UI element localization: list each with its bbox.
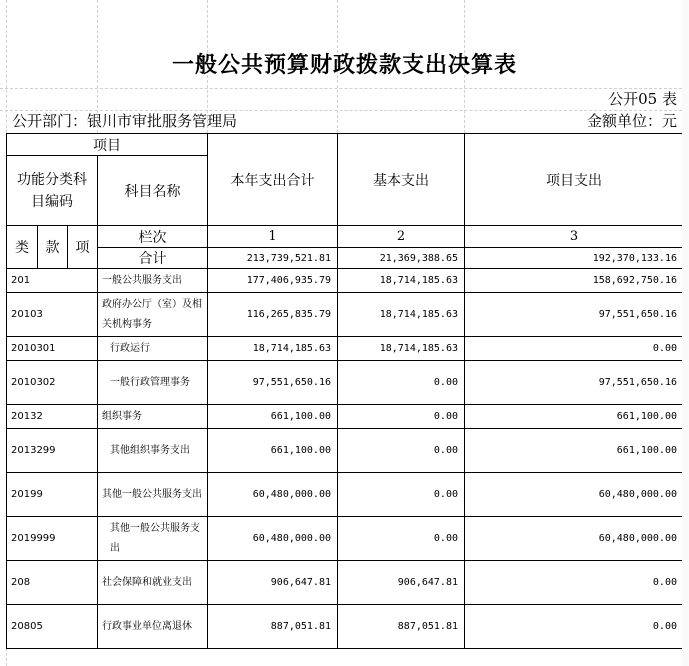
row-code: 2010302 [7, 361, 98, 405]
row-basic: 887,051.81 [338, 605, 465, 649]
table-row [7, 337, 684, 361]
row-project: 0.00 [465, 561, 684, 605]
row-subject-name: 一般公共服务支出 [98, 269, 208, 293]
form-number: 公开05 表 [608, 90, 677, 108]
row-project: 60,480,000.00 [465, 517, 684, 561]
row-subject-name: 一般行政管理事务 [98, 361, 208, 405]
row-basic: 18,714,185.63 [338, 293, 465, 337]
table-row [7, 361, 684, 405]
row-total: 177,406,935.79 [208, 269, 338, 293]
row-total: 661,100.00 [208, 405, 338, 429]
row-total: 661,100.00 [208, 429, 338, 473]
row-project: 0.00 [465, 605, 684, 649]
row-total: 906,647.81 [208, 561, 338, 605]
row-basic: 906,647.81 [338, 561, 465, 605]
row-project: 60,480,000.00 [465, 473, 684, 517]
row-basic: 0.00 [338, 361, 465, 405]
header-basic: 基本支出 [338, 134, 465, 226]
department-label: 公开部门：银川市审批服务管理局 [12, 112, 238, 130]
row-basic: 18,714,185.63 [338, 269, 465, 293]
row-project: 97,551,650.16 [465, 293, 684, 337]
column-number-2: 2 [338, 226, 465, 248]
header-func-code: 功能分类科目编码 [7, 156, 98, 226]
column-number-3: 3 [465, 226, 684, 248]
vertical-scrollbar[interactable] [682, 0, 689, 666]
header-xiang: 项 [68, 226, 98, 269]
row-code: 20805 [7, 605, 98, 649]
row-project: 661,100.00 [465, 405, 684, 429]
table-row [7, 605, 684, 649]
table-row [7, 473, 684, 517]
row-basic: 18,714,185.63 [338, 337, 465, 361]
row-total: 60,480,000.00 [208, 517, 338, 561]
total-project: 192,370,133.16 [465, 248, 684, 269]
header-item: 项目 [7, 134, 208, 156]
row-basic: 0.00 [338, 517, 465, 561]
header-lei: 类 [7, 226, 38, 269]
row-basic: 0.00 [338, 429, 465, 473]
table-row [7, 405, 684, 429]
header-project: 项目支出 [465, 134, 684, 226]
row-basic: 0.00 [338, 405, 465, 429]
row-project: 0.00 [465, 337, 684, 361]
table-row [7, 269, 684, 293]
row-total: 18,714,185.63 [208, 337, 338, 361]
table-row [7, 293, 684, 337]
column-number-1: 1 [208, 226, 338, 248]
table-row [7, 517, 684, 561]
row-project: 97,551,650.16 [465, 361, 684, 405]
header-lanci: 栏次 [98, 226, 208, 248]
row-code: 208 [7, 561, 98, 605]
row-subject-name: 政府办公厅（室）及相关机构事务 [98, 293, 208, 337]
row-total: 887,051.81 [208, 605, 338, 649]
row-code: 20103 [7, 293, 98, 337]
row-subject-name: 其他组织事务支出 [98, 429, 208, 473]
currency-unit-label: 金额单位：元 [586, 112, 677, 130]
header-kuan: 款 [38, 226, 68, 269]
row-code: 20199 [7, 473, 98, 517]
total-basic: 21,369,388.65 [338, 248, 465, 269]
row-total: 97,551,650.16 [208, 361, 338, 405]
row-subject-name: 其他一般公共服务支出 [98, 517, 208, 561]
total-row-label: 合计 [98, 248, 208, 269]
row-subject-name: 其他一般公共服务支出 [98, 473, 208, 517]
header-total: 本年支出合计 [208, 134, 338, 226]
table-row [7, 561, 684, 605]
report-title: 一般公共预算财政拨款支出决算表 [171, 52, 517, 78]
expenditure-table [6, 133, 684, 649]
grid-line [0, 88, 682, 89]
row-code: 2013299 [7, 429, 98, 473]
total-amount: 213,739,521.81 [208, 248, 338, 269]
header-subject-name: 科目名称 [98, 156, 208, 226]
row-subject-name: 社会保障和就业支出 [98, 561, 208, 605]
row-code: 201 [7, 269, 98, 293]
row-project: 661,100.00 [465, 429, 684, 473]
row-code: 2010301 [7, 337, 98, 361]
row-subject-name: 行政事业单位离退休 [98, 605, 208, 649]
row-subject-name: 组织事务 [98, 405, 208, 429]
row-basic: 0.00 [338, 473, 465, 517]
row-total: 116,265,835.79 [208, 293, 338, 337]
table-row [7, 429, 684, 473]
row-code: 20132 [7, 405, 98, 429]
row-total: 60,480,000.00 [208, 473, 338, 517]
row-project: 158,692,750.16 [465, 269, 684, 293]
row-code: 2019999 [7, 517, 98, 561]
row-subject-name: 行政运行 [98, 337, 208, 361]
